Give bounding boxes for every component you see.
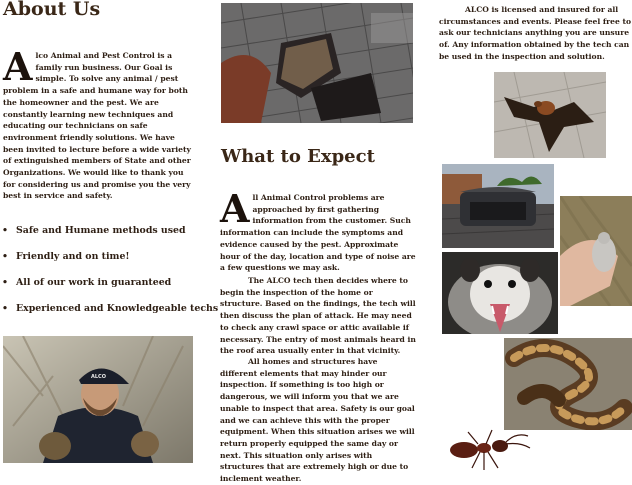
roof-damage-photo	[221, 3, 413, 123]
cap-logo-text: ALCO	[91, 374, 106, 380]
snake-photo	[504, 338, 632, 430]
roof-vent-illustration	[442, 164, 554, 248]
roof-vent-photo	[442, 164, 554, 248]
list-item: • Experienced and Knowledgeable techs	[2, 303, 218, 314]
technician-illustration	[3, 336, 193, 463]
list-item: • Safe and Humane methods used	[2, 225, 186, 236]
expect-title: What to Expect	[221, 146, 375, 167]
bat-photo	[494, 72, 606, 158]
opossum-photo	[442, 252, 558, 334]
list-item: • Friendly and on time!	[2, 251, 130, 262]
mouse-in-hand-photo	[560, 196, 632, 306]
mouse-illustration	[560, 196, 632, 306]
expect-paragraph-1	[220, 186, 416, 274]
opossum-illustration	[442, 252, 558, 334]
about-paragraph	[3, 44, 193, 202]
expect-paragraph-3: All homes and structures have different elements that may hinder our inspection. If something is too high or dangerous, we will inform you that we are unable to inspect that area. Safety is our goal and we can achieve this with the proper equipment. When this situation arises we will return properly equipped the same day or next. This situation only arises with structures that are extremely high or due to inclement weather.	[220, 357, 415, 484]
roof-illustration	[221, 3, 413, 123]
expect-paragraph-1-text: ll Animal Control problems are approached by first gathering information from the customer. Such information can include the symptoms and evidence caused by the pest. Approximate hour of the day, location and type of noise are a few questions we may ask.	[220, 193, 416, 273]
about-paragraph-text: lco Animal and Pest Control is a family run business. Our Goal is simple. To solve any animal / pest problem in a safe and humane way for both the homeowner and the pest. We are constantly learning new techniques and educating our technicians on safe environment friendly solutions. We have been invited to lecture before a wide variety of extinguished members of State and other Organizations. We would like to thank you for considering us and promise you the very best in service and safety.	[3, 51, 191, 201]
ant-icon	[442, 428, 534, 472]
ant-illustration	[442, 428, 534, 472]
expect-paragraph-2: The ALCO tech then decides where to begin the inspection of the home or structure. Based on the findings, the tech will then discuss the plan of attack. He may need to check any crawl space or attic available if necessary. The entry of most animals heard in the roof area usually enter in that vicinity.	[220, 276, 416, 356]
about-dropcap: A	[3, 44, 33, 89]
list-item: • All of our work in guaranteed	[2, 277, 171, 288]
license-paragraph: ALCO is licensed and insured for all circumstances and events. Please feel free to ask our technicians anything you are unsure of. Any information obtained by the tech can be used in the inspection and solution.	[439, 5, 632, 61]
expect-dropcap: A	[220, 186, 250, 231]
about-title: About Us	[3, 0, 101, 20]
snake-illustration	[504, 338, 632, 430]
technician-photo	[3, 336, 193, 463]
bat-illustration	[494, 72, 606, 158]
